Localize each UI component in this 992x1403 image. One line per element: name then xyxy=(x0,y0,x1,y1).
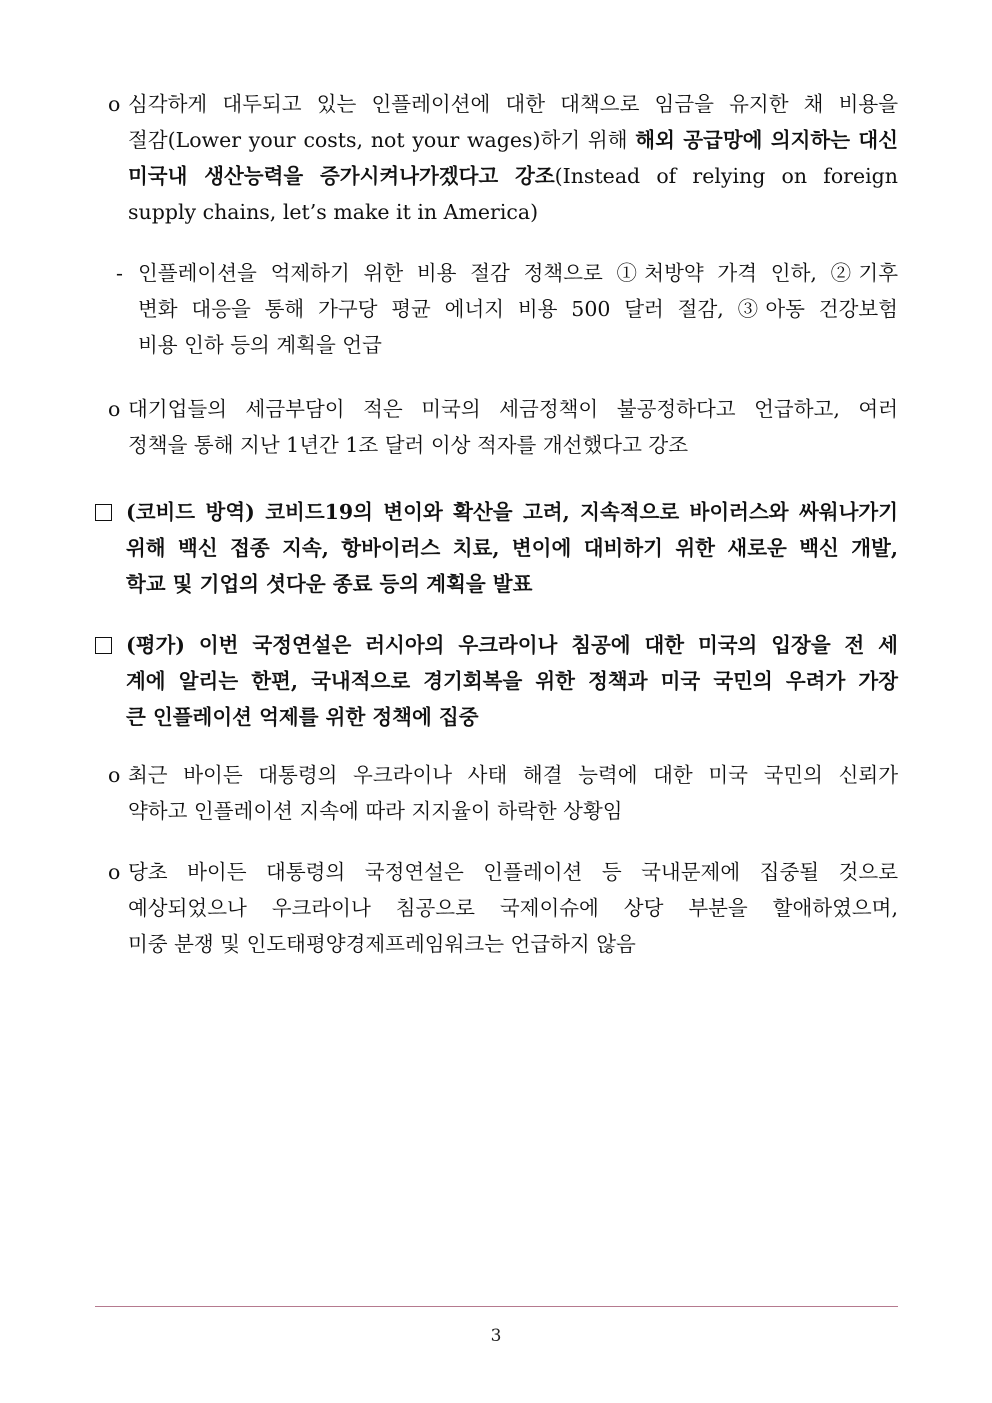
text-line: 비용 인하 등의 계획을 언급 xyxy=(138,333,382,357)
text-line: (평가) 이번 국정연설은 러시아의 우크라이나 침공에 대한 미국의 입장을 전 세 xyxy=(126,633,898,657)
paragraph-tax-policy xyxy=(108,391,898,463)
text-line: 큰 인플레이션 억제를 위한 정책에 집중 xyxy=(126,705,479,729)
section-covid-response xyxy=(95,494,898,602)
bullet-marker: o xyxy=(108,92,121,116)
text-line: 예상되었으나 우크라이나 침공으로 국제이슈에 상당 부분을 할애하였으며, xyxy=(128,896,898,920)
text-line: (코비드 방역) 코비드19의 변이와 확산을 고려, 지속적으로 바이러스와 싸워나가기 xyxy=(126,500,898,524)
emphasis-text: 해외 공급망에 의지하는 대신 xyxy=(635,128,898,152)
paragraph-speech-focus xyxy=(108,854,898,962)
text-line: 당초 바이든 대통령의 국정연설은 인플레이션 등 국내문제에 집중될 것으로 xyxy=(128,860,898,884)
checkbox-square-icon xyxy=(95,637,112,654)
page-number: 3 xyxy=(490,1326,502,1346)
checkbox-square-icon xyxy=(95,504,112,521)
text-line: 절감(Lower your costs, not your wages)하기 위해 해외 공급망에 의지하는 대신 xyxy=(128,128,898,152)
paragraph-cost-policies xyxy=(116,255,898,363)
bullet-marker: o xyxy=(108,860,121,884)
paragraph-approval-rating xyxy=(108,757,898,829)
bullet-marker: o xyxy=(108,763,121,787)
text-line: 미국내 생산능력을 증가시켜나가겠다고 강조(Instead of relying on foreign xyxy=(128,164,898,188)
section-evaluation xyxy=(95,627,898,735)
text-line: 심각하게 대두되고 있는 인플레이션에 대한 대책으로 임금을 유지한 채 비용을 xyxy=(128,92,898,116)
text-line: 변화 대응을 통해 가구당 평균 에너지 비용 500 달러 절감, ③아동 건강보험 xyxy=(138,297,898,321)
text-line: 약하고 인플레이션 지속에 따라 지지율이 하락한 상황임 xyxy=(128,799,623,823)
paragraph-inflation-costs xyxy=(108,86,898,230)
text-line: 인플레이션을 억제하기 위한 비용 절감 정책으로 ①처방약 가격 인하, ②기후 xyxy=(138,261,898,285)
footer-divider xyxy=(95,1306,898,1307)
text-line: 미중 분쟁 및 인도태평양경제프레임워크는 언급하지 않음 xyxy=(128,932,636,956)
dash-marker: - xyxy=(116,261,123,285)
text-line: 대기업들의 세금부담이 적은 미국의 세금정책이 불공정하다고 언급하고, 여러 xyxy=(128,397,898,421)
text-line: 최근 바이든 대통령의 우크라이나 사태 해결 능력에 대한 미국 국민의 신뢰가 xyxy=(128,763,898,787)
text-line: 위해 백신 접종 지속, 항바이러스 치료, 변이에 대비하기 위한 새로운 백신 개발, xyxy=(126,536,898,560)
text-line: 정책을 통해 지난 1년간 1조 달러 이상 적자를 개선했다고 강조 xyxy=(128,433,689,457)
bullet-marker: o xyxy=(108,397,121,421)
emphasis-text: 미국내 생산능력을 증가시켜나가겠다고 강조 xyxy=(128,164,555,188)
text-line: supply chains, let’s make it in America) xyxy=(128,200,539,224)
text-line: 학교 및 기업의 셧다운 종료 등의 계획을 발표 xyxy=(126,572,533,596)
text-line: 계에 알리는 한편, 국내적으로 경기회복을 위한 정책과 미국 국민의 우려가 가장 xyxy=(126,669,898,693)
